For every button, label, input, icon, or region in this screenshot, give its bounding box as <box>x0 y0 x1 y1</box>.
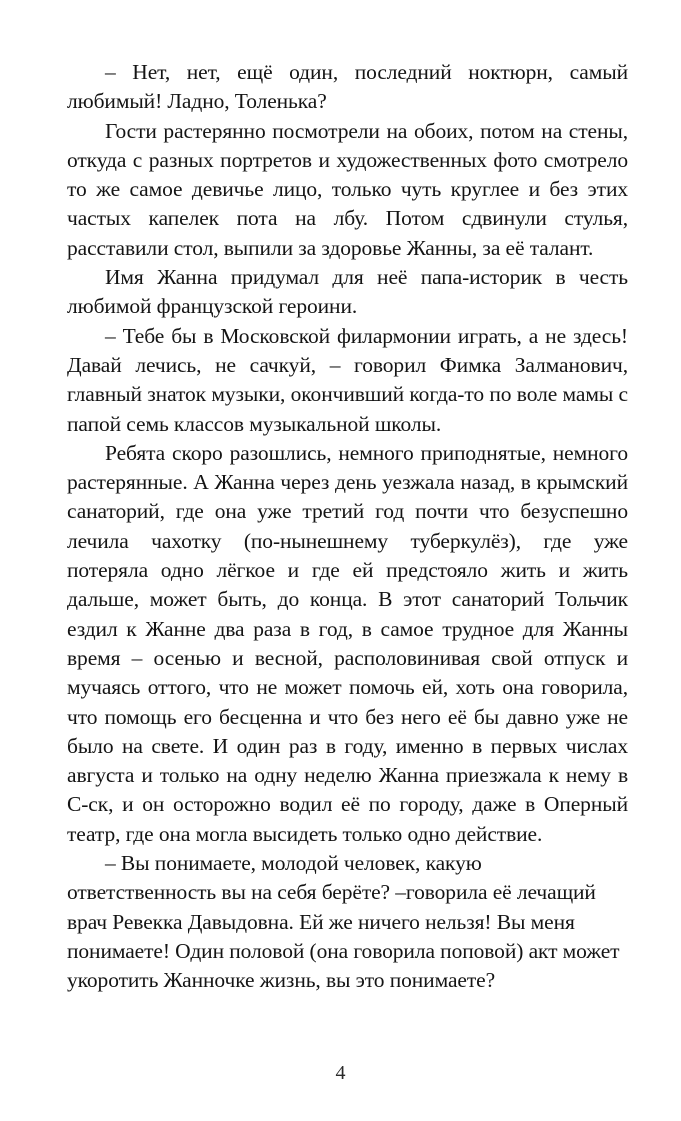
paragraph-2: Гости растерянно посмотрели на обоих, потом на стены, откуда с разных портретов и художественных фото смотрело то же самое девичье лицо, только чуть круглее и без этих частых капелек пота на лбу. Потом сдвинули стулья, расставили стол, выпили за здоровье Жанны, за её талант. <box>67 118 628 260</box>
paragraph-5: Ребята скоро разошлись, немного приподнятые, немного растерянные. А Жанна через день уезжала назад, в крымский санаторий, где она уже третий год почти что безуспешно лечила чахотку (по-нынешнему туберкулёз), где уже потеряла одно лёгкое и где ей предстояло жить и жить дальше, может быть, до конца. В этот санаторий Тольчик ездил к Жанне два раза в год, в самое трудное для Жанны время – осенью и весной, располовинивая свой отпуск и мучаясь оттого, что не может помочь ей, хоть она говорила, что помощь его бесценна и что без него её бы давно уже не было на свете. И один раз в году, именно в первых числах августа и только на одну неделю Жанна приезжала к нему в С-ск, и он осторожно водил её по городу, даже в Оперный театр, где она могла высидеть только одно действие. <box>67 440 628 846</box>
page-body <box>67 58 628 996</box>
paragraph-4: – Тебе бы в Московской филармонии играть, а не здесь! Давай лечись, не сачкуй, – говорил Фимка Залманович, главный знаток музыки, окончивший когда-то по воле мамы с папой семь классов музыкальной школы. <box>67 323 628 436</box>
paragraph-6: – Вы понимаете, молодой человек, какую ответственность вы на себя берёте? –говорила её лечащий врач Ревекка Давыдовна. Ей же ничего нельзя! Вы меня понимаете! Один половой (она говорила поповой) акт может укоротить Жанночке жизнь, вы это понимаете? <box>67 851 620 993</box>
paragraph-3: Имя Жанна придумал для неё папа-историк в честь любимой французской героини. <box>67 265 628 319</box>
paragraph-1: – Нет, нет, ещё один, последний ноктюрн, самый любимый! Ладно, Толенька? <box>67 60 628 114</box>
page-number: 4 <box>335 1062 346 1084</box>
